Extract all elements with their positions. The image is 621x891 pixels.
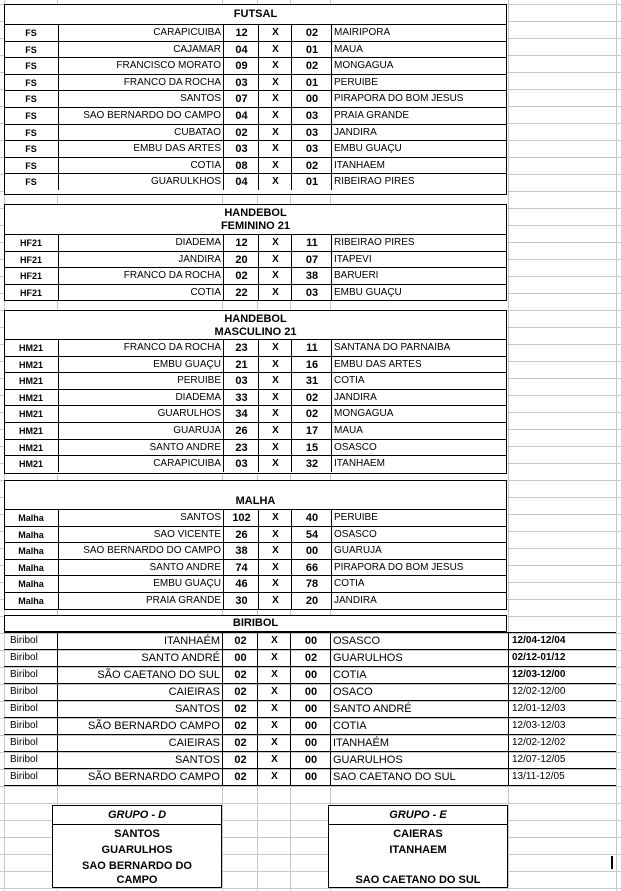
futsal-section xyxy=(4,4,507,195)
match-code: HF21 xyxy=(19,254,42,265)
biribol-match-row xyxy=(4,751,616,768)
away-score: 31 xyxy=(291,373,332,389)
away-score: 17 xyxy=(291,423,332,439)
away-score: 00 xyxy=(290,633,331,649)
home-team: FRANCISCO MORATO xyxy=(58,58,223,74)
match-dates: 12/02-12/02 xyxy=(508,735,616,751)
away-score: 03 xyxy=(291,285,332,301)
match-code: Malha xyxy=(18,562,44,573)
match-row xyxy=(5,356,506,373)
away-team: JANDIRA xyxy=(331,593,506,609)
away-score: 11 xyxy=(291,340,332,356)
biribol-match-row xyxy=(4,734,616,751)
match-code: FS xyxy=(25,160,37,171)
home-score: 02 xyxy=(223,125,259,141)
match-code: Malha xyxy=(18,529,44,540)
away-team: GUARULHOS xyxy=(330,650,508,666)
home-score: 02 xyxy=(222,718,258,734)
match-row xyxy=(5,140,506,157)
home-score: 26 xyxy=(223,423,259,439)
match-code: Biribol xyxy=(10,635,38,646)
handebol-fem-title-2: FEMININO 21 xyxy=(220,220,291,232)
home-score: 09 xyxy=(223,58,259,74)
match-row xyxy=(5,57,506,74)
away-score: 02 xyxy=(291,25,332,41)
away-team: OSASCO xyxy=(331,440,506,456)
away-score: 01 xyxy=(291,75,332,91)
match-row xyxy=(5,422,506,439)
versus-mark: X xyxy=(257,650,291,666)
away-score: 15 xyxy=(291,440,332,456)
versus-mark: X xyxy=(257,769,291,785)
grid-column-line xyxy=(616,0,617,891)
home-score: 02 xyxy=(223,268,259,284)
match-code: Biribol xyxy=(10,703,38,714)
match-code: HF21 xyxy=(19,287,42,298)
versus-mark: X xyxy=(257,684,291,700)
away-score: 00 xyxy=(290,684,331,700)
home-team: CAJAMAR xyxy=(58,42,223,58)
away-team: EMBU DAS ARTES xyxy=(331,357,506,373)
match-row xyxy=(5,284,506,301)
away-team: ITANHAEM xyxy=(331,456,506,472)
match-code: FS xyxy=(25,44,37,55)
home-score: 07 xyxy=(223,91,259,107)
versus-mark: X xyxy=(257,735,291,751)
biribol-title: BIRIBOL xyxy=(4,615,507,632)
home-team: GUARUJA xyxy=(58,423,223,439)
away-score: 00 xyxy=(290,735,331,751)
match-code: HM21 xyxy=(18,426,43,436)
biribol-match-row xyxy=(4,649,616,666)
versus-mark: X xyxy=(258,75,292,91)
home-team: CUBATAO xyxy=(58,125,223,141)
away-score: 32 xyxy=(291,456,332,472)
biribol-match-row xyxy=(4,632,616,649)
home-team: SÃO CAETANO DO SUL xyxy=(57,667,222,683)
match-code: Malha xyxy=(18,546,44,557)
home-score: 04 xyxy=(223,108,259,124)
home-team: SANTOS xyxy=(58,91,223,107)
away-score: 00 xyxy=(290,718,331,734)
match-row xyxy=(5,542,506,559)
grupo-d-box xyxy=(52,805,222,888)
home-team: ITANHAÉM xyxy=(57,633,222,649)
away-team: JANDIRA xyxy=(331,125,506,141)
home-score: 21 xyxy=(223,357,259,373)
grid-row-line xyxy=(0,803,621,804)
match-code: Malha xyxy=(18,579,44,590)
home-team: GUARULKHOS xyxy=(58,174,223,190)
match-row xyxy=(5,124,506,141)
match-row xyxy=(5,251,506,268)
home-score: 23 xyxy=(223,340,259,356)
match-dates: 02/12-01/12 xyxy=(508,650,616,666)
away-team: RIBEIRAO PIRES xyxy=(331,235,506,251)
away-team: MONGAGUA xyxy=(331,406,506,422)
home-score: 02 xyxy=(222,633,258,649)
away-team: MAIRIPORA xyxy=(331,25,506,41)
away-team: GUARULHOS xyxy=(330,752,508,768)
home-score: 74 xyxy=(223,560,259,576)
versus-mark: X xyxy=(258,252,292,268)
home-score: 00 xyxy=(222,650,258,666)
home-score: 34 xyxy=(223,406,259,422)
versus-mark: X xyxy=(258,390,292,406)
match-code: Biribol xyxy=(10,754,38,765)
versus-mark: X xyxy=(258,141,292,157)
away-team: OSACO xyxy=(330,684,508,700)
versus-mark: X xyxy=(258,357,292,373)
home-team: EMBU GUAÇU xyxy=(58,357,223,373)
match-row xyxy=(5,389,506,406)
away-team: SANTO ANDRÉ xyxy=(330,701,508,717)
match-dates: 12/04-12/04 xyxy=(508,633,616,649)
home-score: 26 xyxy=(223,527,259,543)
away-score: 01 xyxy=(291,42,332,58)
versus-mark: X xyxy=(258,576,292,592)
handebol-fem-title-1: HANDEBOL xyxy=(224,207,287,219)
versus-mark: X xyxy=(258,58,292,74)
match-code: FS xyxy=(25,28,37,38)
home-team: DIADEMA xyxy=(58,390,223,406)
match-row xyxy=(5,157,506,174)
home-team: GUARULHOS xyxy=(58,406,223,422)
away-team: SAO CAETANO DO SUL xyxy=(330,769,508,785)
match-code: Biribol xyxy=(10,686,38,697)
match-dates: 12/07-12/05 xyxy=(508,752,616,768)
match-dates: 13/11-12/05 xyxy=(508,769,616,785)
match-row xyxy=(5,90,506,107)
match-row xyxy=(5,372,506,389)
away-team: ITANHAÉM xyxy=(330,735,508,751)
match-row xyxy=(5,41,506,58)
versus-mark: X xyxy=(258,91,292,107)
grupo-e-box xyxy=(328,805,508,888)
match-row xyxy=(5,339,506,356)
home-team: JANDIRA xyxy=(58,252,223,268)
match-code: FS xyxy=(25,77,37,88)
versus-mark: X xyxy=(258,340,292,356)
versus-mark: X xyxy=(258,440,292,456)
away-score: 02 xyxy=(291,406,332,422)
match-code: HF21 xyxy=(19,271,42,282)
home-team: PERUIBE xyxy=(58,373,223,389)
grid-row-line xyxy=(0,786,621,787)
home-team: EMBU DAS ARTES xyxy=(58,141,223,157)
handebol-feminino-section xyxy=(4,204,507,301)
away-score: 40 xyxy=(291,510,332,526)
away-score: 54 xyxy=(291,527,332,543)
home-team: CARAPICUIBA xyxy=(58,25,223,41)
away-score: 38 xyxy=(291,268,332,284)
biribol-bottom-border xyxy=(4,785,616,786)
match-row xyxy=(5,74,506,91)
handebol-masculino-section xyxy=(4,310,507,474)
home-team: SÃO BERNARDO CAMPO xyxy=(57,769,222,785)
match-dates: 12/03-12/03 xyxy=(508,718,616,734)
match-code: FS xyxy=(25,94,37,105)
futsal-title: FUTSAL xyxy=(233,8,278,20)
versus-mark: X xyxy=(257,752,291,768)
versus-mark: X xyxy=(258,560,292,576)
grupo-e-item: SAO CAETANO DO SUL xyxy=(355,874,481,886)
away-team: SANTANA DO PARNAIBA xyxy=(331,340,506,356)
grupo-e-item: CAIERAS xyxy=(393,828,443,840)
grupo-e-title: GRUPO - E xyxy=(329,806,507,825)
home-score: 02 xyxy=(222,752,258,768)
home-team: SANTOS xyxy=(57,701,222,717)
home-team: SANTOS xyxy=(58,510,223,526)
away-score: 66 xyxy=(291,560,332,576)
home-score: 02 xyxy=(222,769,258,785)
match-dates: 12/02-12/00 xyxy=(508,684,616,700)
away-score: 00 xyxy=(290,769,331,785)
away-team: MONGAGUA xyxy=(331,58,506,74)
away-team: ITAPEVI xyxy=(331,252,506,268)
biribol-match-row xyxy=(4,717,616,734)
away-team: MAUA xyxy=(331,42,506,58)
away-team: MAUA xyxy=(331,423,506,439)
versus-mark: X xyxy=(257,633,291,649)
handebol-masc-title-2: MASCULINO 21 xyxy=(214,326,297,338)
match-code: Biribol xyxy=(10,652,38,663)
match-code: HM21 xyxy=(18,343,43,353)
match-code: HM21 xyxy=(18,359,43,370)
home-team: SÃO BERNARDO CAMPO xyxy=(57,718,222,734)
home-team: SANTO ANDRÉ xyxy=(57,650,222,666)
away-team: EMBU GUAÇU xyxy=(331,141,506,157)
match-row xyxy=(5,107,506,124)
away-score: 07 xyxy=(291,252,332,268)
match-code: HM21 xyxy=(18,459,43,470)
match-code: FS xyxy=(25,61,37,72)
away-score: 03 xyxy=(291,108,332,124)
match-row xyxy=(5,405,506,422)
biribol-match-row xyxy=(4,666,616,683)
away-score: 00 xyxy=(290,752,331,768)
biribol-match-row xyxy=(4,700,616,717)
home-team: SAO VICENTE xyxy=(58,527,223,543)
versus-mark: X xyxy=(257,701,291,717)
grupo-d-item: SANTOS xyxy=(114,828,160,840)
match-code: Biribol xyxy=(10,669,38,680)
home-score: 23 xyxy=(223,440,259,456)
away-score: 20 xyxy=(291,593,332,609)
grid-row-line xyxy=(0,888,621,889)
match-row xyxy=(5,455,506,472)
away-team: ITANHAEM xyxy=(331,158,506,174)
away-team: PERUIBE xyxy=(331,510,506,526)
match-code: Biribol xyxy=(10,737,38,748)
away-team: PERUIBE xyxy=(331,75,506,91)
away-score: 01 xyxy=(291,174,332,190)
away-score: 02 xyxy=(291,158,332,174)
away-score: 03 xyxy=(291,141,332,157)
away-score: 11 xyxy=(291,235,332,251)
match-row xyxy=(5,234,506,251)
home-team: FRANCO DA ROCHA xyxy=(58,268,223,284)
home-team: SANTO ANDRE xyxy=(58,440,223,456)
away-team: PIRAPORA DO BOM JESUS xyxy=(331,91,506,107)
match-code: HF21 xyxy=(19,238,42,248)
home-score: 33 xyxy=(223,390,259,406)
home-team: SAO BERNARDO DO CAMPO xyxy=(58,543,223,559)
match-row xyxy=(5,526,506,543)
away-score: 03 xyxy=(291,125,332,141)
away-team: JANDIRA xyxy=(331,390,506,406)
away-score: 00 xyxy=(291,543,332,559)
versus-mark: X xyxy=(258,108,292,124)
away-score: 02 xyxy=(291,58,332,74)
versus-mark: X xyxy=(258,527,292,543)
versus-mark: X xyxy=(258,406,292,422)
away-team: PRAIA GRANDE xyxy=(331,108,506,124)
text-cursor xyxy=(611,856,613,869)
versus-mark: X xyxy=(258,543,292,559)
versus-mark: X xyxy=(257,667,291,683)
versus-mark: X xyxy=(258,373,292,389)
home-team: EMBU GUAÇU xyxy=(58,576,223,592)
away-score: 00 xyxy=(291,91,332,107)
away-team: PIRAPORA DO BOM JESUS xyxy=(331,560,506,576)
home-score: 02 xyxy=(222,667,258,683)
home-score: 02 xyxy=(222,701,258,717)
versus-mark: X xyxy=(258,456,292,472)
grupo-d-item: GUARULHOS xyxy=(101,844,173,856)
match-code: HM21 xyxy=(18,392,43,403)
match-code: Malha xyxy=(18,513,44,523)
home-score: 20 xyxy=(223,252,259,268)
home-score: 04 xyxy=(223,42,259,58)
versus-mark: X xyxy=(258,158,292,174)
versus-mark: X xyxy=(258,285,292,301)
home-score: 102 xyxy=(223,510,259,526)
away-score: 78 xyxy=(291,576,332,592)
match-row xyxy=(5,559,506,576)
away-team: COTIA xyxy=(331,576,506,592)
match-code: FS xyxy=(25,111,37,121)
match-code: FS xyxy=(25,144,37,155)
versus-mark: X xyxy=(258,235,292,251)
away-team: GUARUJA xyxy=(331,543,506,559)
match-code: Biribol xyxy=(10,720,38,731)
grupo-e-item: ITANHAEM xyxy=(389,844,447,856)
match-code: FS xyxy=(25,177,37,188)
home-score: 03 xyxy=(223,141,259,157)
match-code: HM21 xyxy=(18,376,43,387)
away-score: 00 xyxy=(290,701,331,717)
away-team: COTIA xyxy=(330,718,508,734)
biribol-match-row xyxy=(4,683,616,700)
home-score: 08 xyxy=(223,158,259,174)
home-score: 03 xyxy=(223,456,259,472)
match-dates: 12/01-12/03 xyxy=(508,701,616,717)
away-team: OSASCO xyxy=(331,527,506,543)
versus-mark: X xyxy=(258,25,292,41)
grupo-e-item xyxy=(329,859,507,873)
home-score: 02 xyxy=(222,735,258,751)
home-team: COTIA xyxy=(58,285,223,301)
away-score: 02 xyxy=(291,390,332,406)
home-team: SANTO ANDRE xyxy=(58,560,223,576)
match-code: FS xyxy=(25,127,37,138)
biribol-section xyxy=(4,615,616,785)
malha-title: MALHA xyxy=(235,495,276,507)
match-code: Malha xyxy=(18,596,44,606)
match-code: HM21 xyxy=(18,409,43,420)
grupo-d-item: SAO BERNARDO DO xyxy=(81,860,192,872)
home-team: SAO BERNARDO DO CAMPO xyxy=(58,108,223,124)
home-team: FRANCO DA ROCHA xyxy=(58,75,223,91)
handebol-masc-title-1: HANDEBOL xyxy=(224,313,287,325)
home-score: 04 xyxy=(223,174,259,190)
home-score: 38 xyxy=(223,543,259,559)
malha-section xyxy=(4,480,507,610)
match-row xyxy=(5,439,506,456)
away-team: COTIA xyxy=(331,373,506,389)
versus-mark: X xyxy=(258,268,292,284)
home-score: 03 xyxy=(223,75,259,91)
away-team: COTIA xyxy=(330,667,508,683)
home-team: PRAIA GRANDE xyxy=(58,593,223,609)
away-score: 00 xyxy=(290,667,331,683)
match-row xyxy=(5,24,506,41)
versus-mark: X xyxy=(258,510,292,526)
home-score: 30 xyxy=(223,593,259,609)
home-team: CAIEIRAS xyxy=(57,735,222,751)
versus-mark: X xyxy=(258,174,292,190)
versus-mark: X xyxy=(258,593,292,609)
home-team: FRANCO DA ROCHA xyxy=(58,340,223,356)
match-code: HM21 xyxy=(18,442,43,453)
home-team: CAIEIRAS xyxy=(57,684,222,700)
away-score: 02 xyxy=(290,650,331,666)
home-score: 12 xyxy=(223,235,259,251)
biribol-match-row xyxy=(4,768,616,785)
away-team: RIBEIRAO PIRES xyxy=(331,174,506,190)
away-team: OSASCO xyxy=(330,633,508,649)
away-team: BARUERI xyxy=(331,268,506,284)
match-row xyxy=(5,173,506,190)
versus-mark: X xyxy=(258,125,292,141)
home-team: SANTOS xyxy=(57,752,222,768)
versus-mark: X xyxy=(257,718,291,734)
home-score: 22 xyxy=(223,285,259,301)
home-team: DIADEMA xyxy=(58,235,223,251)
match-row xyxy=(5,592,506,609)
home-team: COTIA xyxy=(58,158,223,174)
match-dates: 12/03-12/00 xyxy=(508,667,616,683)
match-row xyxy=(5,267,506,284)
away-team: EMBU GUAÇU xyxy=(331,285,506,301)
grupo-d-item: CAMPO xyxy=(116,874,158,886)
home-score: 46 xyxy=(223,576,259,592)
versus-mark: X xyxy=(258,42,292,58)
match-row xyxy=(5,509,506,526)
match-row xyxy=(5,575,506,592)
grupo-d-title: GRUPO - D xyxy=(53,806,221,825)
match-code: Biribol xyxy=(10,771,38,782)
home-score: 02 xyxy=(222,684,258,700)
versus-mark: X xyxy=(258,423,292,439)
home-score: 03 xyxy=(223,373,259,389)
away-score: 16 xyxy=(291,357,332,373)
home-score: 12 xyxy=(223,25,259,41)
home-team: CARAPICUIBA xyxy=(58,456,223,472)
